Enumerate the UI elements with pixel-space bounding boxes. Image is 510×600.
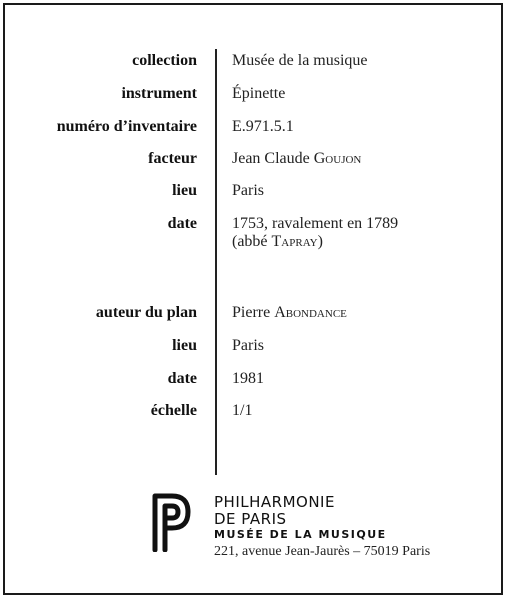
value-plan-date: 1981 (232, 370, 264, 387)
value-date-line2-name: Tapray (271, 233, 318, 250)
value-date-line2-open: (abbé (232, 233, 272, 250)
row-plan-date (0, 370, 510, 394)
value-date-line2-close: ) (317, 233, 323, 250)
row-collection (0, 52, 510, 76)
brand-name-line1: PHILHARMONIE (214, 493, 335, 511)
value-instrument: Épinette (232, 85, 286, 102)
brand-name-line2: DE PARIS (214, 510, 287, 528)
value-plan-author-surname: Abondance (274, 304, 347, 321)
value-plan-place: Paris (232, 337, 264, 354)
label-plan-author: auteur du plan (95, 304, 197, 321)
label-plan-date: date (167, 370, 197, 387)
brand-subtitle: MUSÉE DE LA MUSIQUE (214, 528, 387, 541)
row-plan-place (0, 337, 510, 361)
address: 221, avenue Jean-Jaurès – 75019 Paris (214, 544, 431, 559)
label-date: date (167, 215, 197, 232)
value-date (232, 215, 398, 251)
row-maker (0, 150, 510, 174)
value-maker-given: Jean Claude (232, 150, 314, 167)
row-inventory-number (0, 118, 510, 142)
row-plan-author (0, 304, 510, 328)
philharmonie-p-logo-icon (152, 492, 202, 552)
value-maker-surname: Goujon (313, 150, 362, 167)
label-inventory-number: numéro d’inventaire (56, 118, 197, 135)
label-place: lieu (172, 182, 197, 199)
label-plan-place: lieu (172, 337, 197, 354)
label-collection: collection (132, 52, 197, 69)
row-place (0, 182, 510, 206)
row-date (0, 215, 510, 255)
value-scale: 1/1 (232, 402, 253, 419)
label-instrument: instrument (121, 85, 197, 102)
label-scale: échelle (150, 402, 197, 419)
value-place: Paris (232, 182, 264, 199)
value-plan-author-given: Pierre (232, 304, 275, 321)
value-date-line1: 1753, ravalement en 1789 (232, 215, 399, 232)
row-scale (0, 402, 510, 426)
value-maker (232, 150, 361, 168)
value-plan-author (232, 304, 347, 322)
value-collection: Musée de la musique (232, 52, 368, 69)
label-maker: facteur (148, 150, 197, 167)
row-instrument (0, 85, 510, 109)
value-inventory-number: E.971.5.1 (232, 118, 294, 135)
